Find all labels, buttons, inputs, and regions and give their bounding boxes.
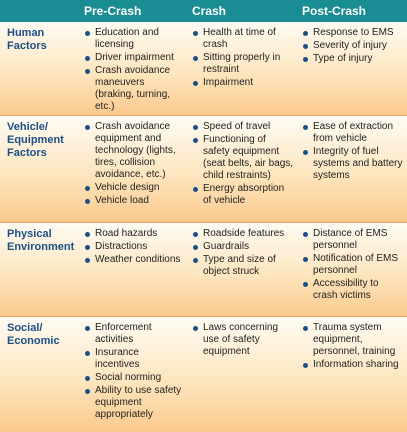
bullet-icon (193, 326, 198, 331)
bullet-icon (85, 69, 90, 74)
bullet-icon (303, 257, 308, 262)
list-item: Education and licensing (84, 27, 186, 51)
list-item: Vehicle load (84, 195, 186, 207)
bullet-icon (303, 44, 308, 49)
bullet-icon (303, 150, 308, 155)
bullet-icon (193, 125, 198, 130)
list-item: Trauma system equipment, personnel, training (302, 322, 404, 358)
list-item: Roadside features (192, 228, 294, 240)
bullet-icon (303, 125, 308, 130)
bullet-icon (85, 389, 90, 394)
bullet-icon (193, 56, 198, 61)
bullet-icon (85, 258, 90, 263)
list-item: Vehicle design (84, 182, 186, 194)
cell-pre-crash (84, 121, 186, 208)
bullet-icon (85, 125, 90, 130)
cell-crash (192, 322, 294, 359)
bullet-icon (85, 31, 90, 36)
cell-pre-crash (84, 27, 186, 114)
list-item: Ease of extraction from vehicle (302, 121, 404, 145)
list-item: Distance of EMS personnel (302, 228, 404, 252)
row-human-factors (0, 22, 407, 115)
bullet-icon (193, 258, 198, 263)
header-row (0, 0, 407, 22)
list-item: Crash avoidance equipment and technology (lights, tires, collision avoidance, etc.) (84, 121, 186, 181)
bullet-icon (85, 232, 90, 237)
list-item: Guardrails (192, 241, 294, 253)
cell-post-crash (302, 228, 404, 303)
row-vehicle-equipment-factors (0, 116, 407, 222)
header-pre-crash: Pre-Crash (84, 4, 142, 18)
list-item: Crash avoidance maneuvers (braking, turning, etc.) (84, 65, 186, 113)
cell-pre-crash (84, 322, 186, 422)
bullet-icon (85, 351, 90, 356)
list-item: Weather conditions (84, 254, 186, 266)
bullet-icon (193, 187, 198, 192)
list-item: Accessibility to crash victims (302, 278, 404, 302)
bullet-icon (303, 363, 308, 368)
list-item: Speed of travel (192, 121, 294, 133)
list-item: Insurance incentives (84, 347, 186, 371)
bullet-icon (303, 57, 308, 62)
list-item: Distractions (84, 241, 186, 253)
list-item: Ability to use safety equipment appropriately (84, 385, 186, 421)
bullet-icon (85, 245, 90, 250)
bullet-icon (303, 31, 308, 36)
bullet-icon (193, 81, 198, 86)
row-label: Physical Environment (7, 228, 75, 253)
bullet-icon (85, 186, 90, 191)
bullet-icon (303, 282, 308, 287)
list-item: Sitting properly in restraint (192, 52, 294, 76)
cell-post-crash (302, 121, 404, 183)
bullet-icon (193, 31, 198, 36)
bullet-icon (193, 232, 198, 237)
list-item: Health at time of crash (192, 27, 294, 51)
list-item: Laws concerning use of safety equipment (192, 322, 294, 358)
list-item: Energy absorption of vehicle (192, 183, 294, 207)
list-item: Severity of injury (302, 40, 404, 52)
row-social-economic (0, 317, 407, 432)
cell-post-crash (302, 27, 404, 66)
row-physical-environment (0, 223, 407, 316)
list-item: Type of injury (302, 53, 404, 65)
row-label: Human Factors (7, 27, 47, 52)
row-label: Vehicle/ Equipment Factors (7, 121, 64, 159)
cell-post-crash (302, 322, 404, 372)
header-post-crash: Post-Crash (302, 4, 367, 18)
list-item: Response to EMS (302, 27, 404, 39)
list-item: Impairment (192, 77, 294, 89)
cell-crash (192, 121, 294, 208)
list-item: Road hazards (84, 228, 186, 240)
header-crash: Crash (192, 4, 227, 18)
list-item: Social norming (84, 372, 186, 384)
bullet-icon (85, 376, 90, 381)
cell-crash (192, 228, 294, 279)
list-item: Information sharing (302, 359, 404, 371)
list-item: Enforcement activities (84, 322, 186, 346)
list-item: Type and size of object struck (192, 254, 294, 278)
bullet-icon (303, 326, 308, 331)
list-item: Functioning of safety equipment (seat belts, air bags, child restraints) (192, 134, 294, 182)
cell-crash (192, 27, 294, 90)
bullet-icon (303, 232, 308, 237)
bullet-icon (85, 326, 90, 331)
row-label: Social/ Economic (7, 322, 60, 347)
bullet-icon (85, 56, 90, 61)
cell-pre-crash (84, 228, 186, 267)
bullet-icon (193, 245, 198, 250)
list-item: Notification of EMS personnel (302, 253, 404, 277)
list-item: Integrity of fuel systems and battery systems (302, 146, 404, 182)
bullet-icon (193, 138, 198, 143)
bullet-icon (85, 199, 90, 204)
list-item: Driver impairment (84, 52, 186, 64)
